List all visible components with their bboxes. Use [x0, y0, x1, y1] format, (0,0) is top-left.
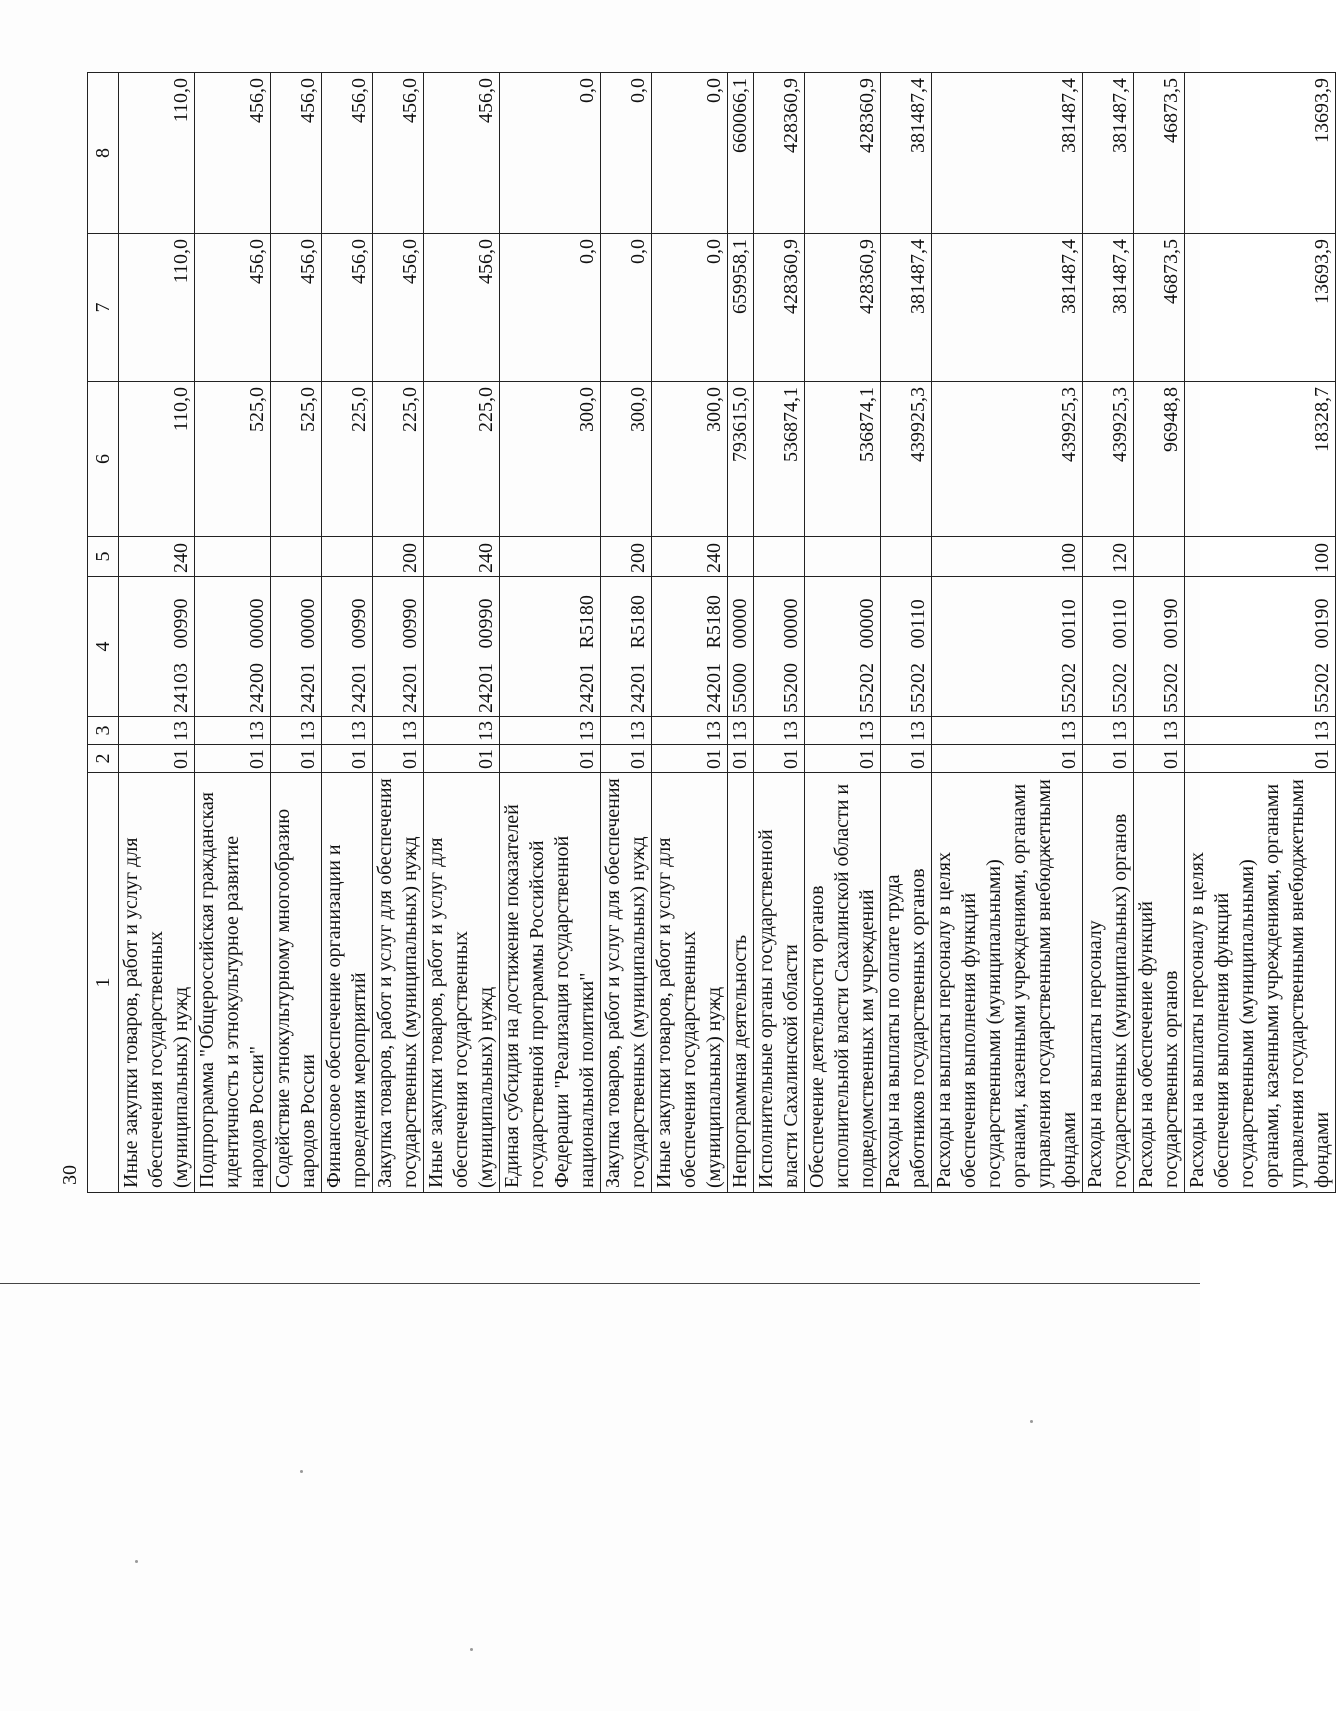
row-name: Расходы на обеспечение функций государственных органов	[1134, 773, 1185, 1193]
row-expense-type	[322, 537, 373, 577]
row-subsection: 13	[119, 717, 195, 745]
row-name: Непрограммная деятельность	[728, 773, 754, 1193]
row-section: 01	[119, 745, 195, 773]
row-target-direction: 00990	[119, 577, 195, 652]
row-expense-type: 240	[424, 537, 500, 577]
row-subsection: 13	[500, 717, 601, 745]
row-section: 01	[652, 745, 728, 773]
table-row	[119, 73, 195, 1193]
table-row	[881, 73, 932, 1193]
row-section: 01	[1185, 745, 1336, 773]
row-subsection: 13	[373, 717, 424, 745]
row-name: Расходы на выплаты персоналу в целях обеспечения выполнения функций государственными (муниципальными) органами, казенными учреждениями, органами управления государственными внебюджетными фондами	[1185, 773, 1336, 1193]
row-name: Расходы на выплаты персоналу в целях обеспечения выполнения функций государственными (муниципальными) органами, казенными учреждениями, органами управления государственными внебюджетными фондами	[932, 773, 1083, 1193]
row-amount-7: 13693,9	[1185, 234, 1336, 382]
header-col-5: 5	[88, 537, 119, 577]
row-section: 01	[322, 745, 373, 773]
row-subsection: 13	[728, 717, 754, 745]
row-name: Исполнительные органы государственной власти Сахалинской области	[754, 773, 805, 1193]
row-expense-type: 240	[119, 537, 195, 577]
row-expense-type	[271, 537, 322, 577]
row-section: 01	[805, 745, 881, 773]
row-target-program: 24103	[119, 652, 195, 717]
row-target-program: 24201	[373, 652, 424, 717]
row-amount-8: 0,0	[652, 73, 728, 234]
row-amount-6: 300,0	[500, 382, 601, 537]
row-section: 01	[881, 745, 932, 773]
table-row	[728, 73, 754, 1193]
row-name: Подпрограмма "Общероссийская гражданская идентичность и этнокультурное развитие народов России"	[195, 773, 271, 1193]
row-target-program: 24200	[195, 652, 271, 717]
row-expense-type	[881, 537, 932, 577]
row-amount-8: 456,0	[271, 73, 322, 234]
scan-speck	[470, 1648, 473, 1651]
row-subsection: 13	[424, 717, 500, 745]
row-amount-6: 300,0	[652, 382, 728, 537]
row-amount-8: 0,0	[601, 73, 652, 234]
row-target-direction: 00110	[932, 577, 1083, 652]
row-amount-7: 428360,9	[805, 234, 881, 382]
table-row	[754, 73, 805, 1193]
row-amount-6: 439925,3	[932, 382, 1083, 537]
row-name: Содействие этнокультурному многообразию народов России	[271, 773, 322, 1193]
row-target-program: 24201	[424, 652, 500, 717]
scan-speck	[1030, 1420, 1033, 1423]
row-amount-8: 381487,4	[932, 73, 1083, 234]
row-section: 01	[373, 745, 424, 773]
row-target-program: 55202	[1083, 652, 1134, 717]
header-col-4: 4	[88, 577, 119, 717]
budget-table	[87, 72, 1336, 1193]
row-amount-7: 456,0	[373, 234, 424, 382]
row-section: 01	[728, 745, 754, 773]
row-target-program: 55200	[754, 652, 805, 717]
header-row	[88, 73, 119, 1193]
row-section: 01	[271, 745, 322, 773]
row-expense-type	[1134, 537, 1185, 577]
table-row	[805, 73, 881, 1193]
table-row	[1185, 73, 1336, 1193]
row-name: Расходы на выплаты персоналу государственных (муниципальных) органов	[1083, 773, 1134, 1193]
row-amount-6: 525,0	[195, 382, 271, 537]
table-row	[500, 73, 601, 1193]
row-amount-6: 96948,8	[1134, 382, 1185, 537]
table-row	[195, 73, 271, 1193]
row-section: 01	[424, 745, 500, 773]
row-target-direction: 00190	[1185, 577, 1336, 652]
row-amount-7: 0,0	[601, 234, 652, 382]
row-subsection: 13	[271, 717, 322, 745]
row-name: Закупка товаров, работ и услуг для обеспечения государственных (муниципальных) нужд	[601, 773, 652, 1193]
row-name: Финансовое обеспечение организации и проведения мероприятий	[322, 773, 373, 1193]
row-target-program: 24201	[500, 652, 601, 717]
row-target-program: 55202	[805, 652, 881, 717]
row-expense-type: 120	[1083, 537, 1134, 577]
row-amount-8: 381487,4	[1083, 73, 1134, 234]
row-target-program: 24201	[322, 652, 373, 717]
row-expense-type: 100	[932, 537, 1083, 577]
rotated-budget-table	[59, 73, 1333, 1193]
row-amount-8: 381487,4	[881, 73, 932, 234]
table-row	[601, 73, 652, 1193]
row-amount-8: 0,0	[500, 73, 601, 234]
row-target-direction: 00110	[881, 577, 932, 652]
table-row	[652, 73, 728, 1193]
row-amount-6: 536874,1	[754, 382, 805, 537]
row-subsection: 13	[754, 717, 805, 745]
row-expense-type: 200	[373, 537, 424, 577]
header-col-6: 6	[88, 382, 119, 537]
row-amount-8: 428360,9	[805, 73, 881, 234]
header-col-7: 7	[88, 234, 119, 382]
row-subsection: 13	[932, 717, 1083, 745]
row-expense-type: 100	[1185, 537, 1336, 577]
row-subsection: 13	[195, 717, 271, 745]
row-amount-7: 381487,4	[932, 234, 1083, 382]
row-amount-8: 428360,9	[754, 73, 805, 234]
row-amount-6: 536874,1	[805, 382, 881, 537]
row-amount-6: 225,0	[322, 382, 373, 537]
row-amount-8: 46873,5	[1134, 73, 1185, 234]
row-target-program: 55000	[728, 652, 754, 717]
table-row	[322, 73, 373, 1193]
row-name: Закупка товаров, работ и услуг для обеспечения государственных (муниципальных) нужд	[373, 773, 424, 1193]
row-amount-8: 456,0	[322, 73, 373, 234]
row-expense-type: 240	[652, 537, 728, 577]
row-amount-7: 381487,4	[881, 234, 932, 382]
row-amount-8: 456,0	[195, 73, 271, 234]
row-amount-6: 525,0	[271, 382, 322, 537]
row-target-program: 24201	[601, 652, 652, 717]
row-target-direction: R5180	[652, 577, 728, 652]
row-amount-6: 439925,3	[1083, 382, 1134, 537]
header-col-1: 1	[88, 773, 119, 1193]
row-target-direction: R5180	[601, 577, 652, 652]
row-amount-7: 456,0	[424, 234, 500, 382]
row-target-direction: 00990	[373, 577, 424, 652]
row-expense-type	[754, 537, 805, 577]
row-amount-6: 225,0	[373, 382, 424, 537]
scan-speck	[135, 1560, 138, 1563]
row-target-program: 24201	[271, 652, 322, 717]
row-subsection: 13	[1134, 717, 1185, 745]
row-expense-type	[500, 537, 601, 577]
row-target-direction: 00000	[728, 577, 754, 652]
row-expense-type	[805, 537, 881, 577]
row-subsection: 13	[1185, 717, 1336, 745]
row-target-program: 55202	[1134, 652, 1185, 717]
row-target-direction: 00000	[271, 577, 322, 652]
row-amount-6: 225,0	[424, 382, 500, 537]
row-name: Расходы на выплаты по оплате труда работников государственных органов	[881, 773, 932, 1193]
row-subsection: 13	[881, 717, 932, 745]
row-section: 01	[500, 745, 601, 773]
table-row	[1134, 73, 1185, 1193]
row-target-direction: R5180	[500, 577, 601, 652]
row-target-direction: 00990	[424, 577, 500, 652]
table-row	[271, 73, 322, 1193]
header-col-8: 8	[88, 73, 119, 234]
row-expense-type: 200	[601, 537, 652, 577]
row-amount-6: 110,0	[119, 382, 195, 537]
row-section: 01	[1083, 745, 1134, 773]
row-subsection: 13	[322, 717, 373, 745]
row-amount-7: 0,0	[652, 234, 728, 382]
row-amount-6: 18328,7	[1185, 382, 1336, 537]
row-amount-6: 439925,3	[881, 382, 932, 537]
header-col-3: 3	[88, 717, 119, 745]
row-subsection: 13	[601, 717, 652, 745]
row-subsection: 13	[1083, 717, 1134, 745]
row-target-program: 55202	[1185, 652, 1336, 717]
row-amount-7: 428360,9	[754, 234, 805, 382]
table-row	[424, 73, 500, 1193]
row-amount-7: 381487,4	[1083, 234, 1134, 382]
row-section: 01	[601, 745, 652, 773]
row-target-direction: 00000	[754, 577, 805, 652]
row-amount-7: 46873,5	[1134, 234, 1185, 382]
row-amount-8: 456,0	[424, 73, 500, 234]
row-name: Иные закупки товаров, работ и услуг для обеспечения государственных (муниципальных) нужд	[119, 773, 195, 1193]
row-name: Иные закупки товаров, работ и услуг для обеспечения государственных (муниципальных) нужд	[652, 773, 728, 1193]
table-row	[373, 73, 424, 1193]
row-section: 01	[1134, 745, 1185, 773]
row-amount-8: 13693,9	[1185, 73, 1336, 234]
row-amount-6: 793615,0	[728, 382, 754, 537]
row-name: Иные закупки товаров, работ и услуг для обеспечения государственных (муниципальных) нужд	[424, 773, 500, 1193]
row-target-program: 55202	[932, 652, 1083, 717]
row-target-program: 24201	[652, 652, 728, 717]
row-amount-7: 456,0	[271, 234, 322, 382]
row-expense-type	[195, 537, 271, 577]
row-amount-8: 660066,1	[728, 73, 754, 234]
row-subsection: 13	[652, 717, 728, 745]
row-amount-6: 300,0	[601, 382, 652, 537]
row-target-direction: 00000	[805, 577, 881, 652]
row-target-direction: 00110	[1083, 577, 1134, 652]
scan-speck	[300, 1470, 303, 1473]
row-amount-7: 456,0	[195, 234, 271, 382]
page-number: 30	[59, 1165, 81, 1185]
row-amount-8: 456,0	[373, 73, 424, 234]
row-target-direction: 00000	[195, 577, 271, 652]
scan-fold-line	[0, 1283, 1200, 1284]
row-amount-7: 110,0	[119, 234, 195, 382]
row-section: 01	[754, 745, 805, 773]
header-col-2: 2	[88, 745, 119, 773]
row-amount-8: 110,0	[119, 73, 195, 234]
row-target-direction: 00190	[1134, 577, 1185, 652]
row-amount-7: 456,0	[322, 234, 373, 382]
row-name: Обеспечение деятельности органов исполнительной власти Сахалинской области и подведомственных им учреждений	[805, 773, 881, 1193]
row-section: 01	[195, 745, 271, 773]
table-row	[1083, 73, 1134, 1193]
row-expense-type	[728, 537, 754, 577]
row-section: 01	[932, 745, 1083, 773]
row-target-program: 55202	[881, 652, 932, 717]
row-target-direction: 00990	[322, 577, 373, 652]
row-subsection: 13	[805, 717, 881, 745]
row-amount-7: 0,0	[500, 234, 601, 382]
row-amount-7: 659958,1	[728, 234, 754, 382]
table-row	[932, 73, 1083, 1193]
row-name: Единая субсидия на достижение показателей государственной программы Российской Федерации "Реализация государственной национальной политики"	[500, 773, 601, 1193]
